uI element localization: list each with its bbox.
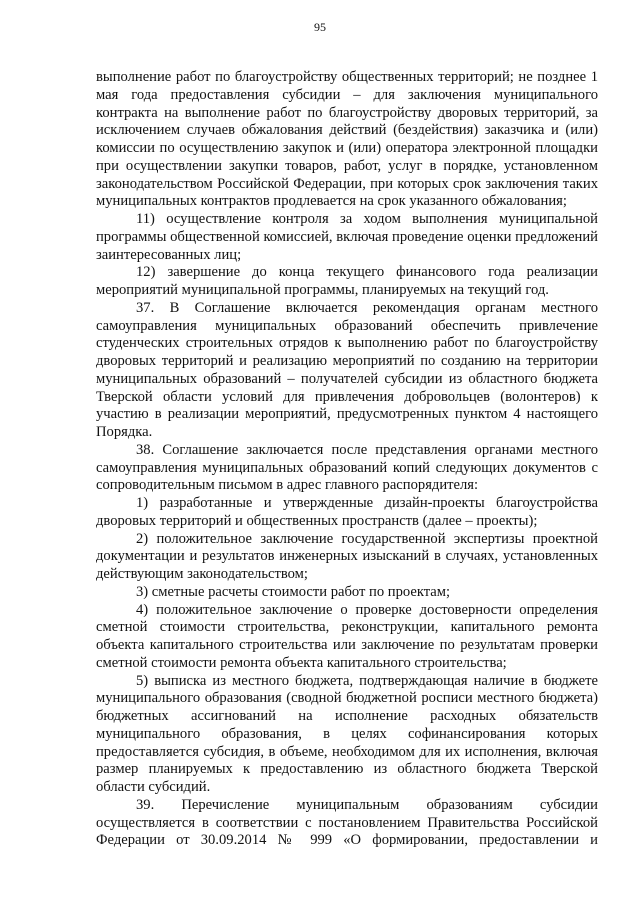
paragraph-39: 39. Перечисление муниципальным образованиям субсидии осуществляется в соответствии с постановлением Правительства Российской Федерации от 30.09.2014 № 999 «О формировании, предоставлении и <box>96 796 598 849</box>
paragraph-item-11: 11) осуществление контроля за ходом выполнения муниципальной программы общественной комиссией, включая проведение оценки предложений заинтересованных лиц; <box>96 211 598 263</box>
paragraph-37: 37. В Соглашение включается рекомендация органам местного самоуправления муниципальных образований обеспечить привлечение студенческих строительных отрядов к выполнению работ по благоустройству дворовых территорий и реализацию мероприятий по созданию на территории муниципальных образований – получателей субсидии из областного бюджета Тверской области условий для привлечения добровольцев (волонтеров) к участию в реализации мероприятий, предусмотренных пунктом 4 настоящего Порядка. <box>96 299 598 440</box>
paragraph-38-item-5: 5) выписка из местного бюджета, подтверждающая наличие в бюджете муниципального образования (сводной бюджетной росписи местного бюджета) бюджетных ассигнований на исполнение расходных обязательств муниципального образования, в целях софинансирования которых предоставляется субсидия, в объеме, необходимом для их исполнения, включая размер планируемых к предоставлению из областного бюджета Тверской области субсидий. <box>96 672 598 795</box>
paragraph-continuation: выполнение работ по благоустройству общественных территорий; не позднее 1 мая года предоставления субсидии – для заключения муниципального контракта на выполнение работ по благоустройству дворовых территорий, за исключением случаев обжалования действий (бездействия) заказчика и (или) комиссии по осуществлению закупок и (или) оператора электронной площадки при осуществлении закупки товаров, работ, услуг в порядке, установленном законодательством Российской Федерации, при которых срок заключения таких муниципальных контрактов продлевается на срок указанного обжалования; <box>96 69 598 210</box>
paragraph-38-item-4: 4) положительное заключение о проверке достоверности определения сметной стоимости строительства, реконструкции, капитального ремонта объекта капитального строительства или заключение по результатам проверки сметной стоимости ремонта объекта капитального строительства; <box>96 601 598 671</box>
paragraph-38: 38. Соглашение заключается после представления органами местного самоуправления муниципальных образований копий следующих документов с сопроводительным письмом в адрес главного распорядителя: <box>96 441 598 494</box>
paragraph-38-item-1: 1) разработанные и утвержденные дизайн-проекты благоустройства дворовых территорий и общественных пространств (далее – проекты); <box>96 495 598 529</box>
document-body <box>96 69 598 850</box>
page-number: 95 <box>314 20 326 34</box>
paragraph-38-item-3: 3) сметные расчеты стоимости работ по проектам; <box>136 583 451 600</box>
paragraph-item-12: 12) завершение до конца текущего финансового года реализации мероприятий муниципальной программы, планируемых на текущий год. <box>96 264 598 298</box>
paragraph-38-item-2: 2) положительное заключение государственной экспертизы проектной документации и результатов инженерных изысканий в случаях, установленных действующим законодательством; <box>96 530 598 582</box>
